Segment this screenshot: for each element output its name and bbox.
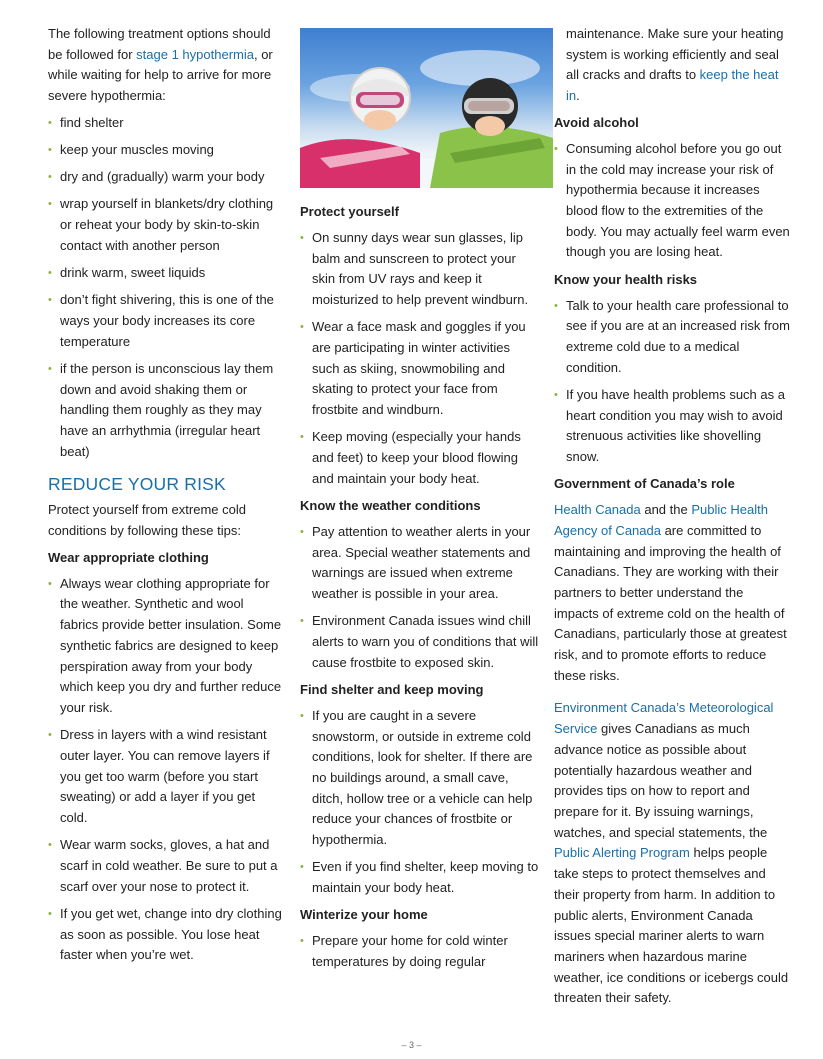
list-item: • On sunny days wear sun glasses, lip balm and sunscreen to protect your skin from UV rays and keep it moisturized to help prevent windburn. [300,228,540,311]
weather-heading: Know the weather conditions [300,497,481,513]
column-1 [48,24,282,972]
list-item: • Talk to your health care professional to see if you are at an increased risk from extreme cold due to a medical condition. [554,296,790,379]
paragraph-text: are committed to maintaining and improving the health of Canadians. They are working with their partners to better understand the impacts of extreme cold on the health of Canadians, particularly those at greatest risk, and to promote efforts to reduce these risks. [554,522,787,683]
list-item: • find shelter [48,113,282,134]
list-item: • Prepare your home for cold winter temperatures by doing regular [300,931,540,972]
weather-list [300,522,540,673]
protect-list [300,228,540,489]
list-item: • don’t fight shivering, this is one of the ways your body increases its core temperature [48,290,282,352]
public-health-agency-link[interactable]: Public Health Agency of Canada [554,502,768,538]
government-paragraph-2 [554,698,790,1009]
list-item: • drink warm, sweet liquids [48,263,282,284]
keep-heat-in-link[interactable]: keep the heat in [566,67,779,104]
home-heading: Winterize your home [300,907,428,923]
list-item: • Always wear clothing appropriate for the weather. Synthetic and wool fabrics provide better insulation. Some synthetic fabrics are designed to keep perspiration away from your body which keep you dry and further reduce your risk. [48,574,282,719]
shelter-list [300,706,540,899]
photo-illustration [300,28,553,188]
paragraph-text: and the [640,502,692,518]
list-item: • Even if you find shelter, keep moving to maintain your body heat. [300,857,540,898]
meteorological-service-link[interactable]: Environment Canada’s Meteorological Service [554,700,774,737]
paragraph-text: helps people take steps to protect themselves and their property from harm. In addition to public alerts, Environment Canada issues special mariner alerts to warn mariners when hazardous marine weather, ice conditions or icebergs could threaten their safety. [554,845,789,1006]
health-canada-link[interactable]: Health Canada [554,502,641,518]
paragraph-text: gives Canadians as much advance notice as possible about potentially hazardous weather and provides tips on how to report and prepare for it. By issuing warnings, watches, and special statements, the [554,721,768,840]
list-item: • Environment Canada issues wind chill alerts to warn you of conditions that will cause frostbite to exposed skin. [300,611,540,673]
clothing-heading: Wear appropriate clothing [48,549,209,565]
shelter-heading: Find shelter and keep moving [300,681,484,697]
list-item: • if the person is unconscious lay them down and avoid shaking them or handling them roughly as they may have an arrhythmia (irregular heart beat) [48,359,282,463]
section-intro: Protect yourself from extreme cold conditions by following these tips: [48,502,246,539]
home-continued [554,24,790,107]
section-title: REDUCE YOUR RISK [48,474,226,495]
list-item: • If you have health problems such as a heart condition you may wish to avoid strenuous activities like shovelling snow. [554,385,790,468]
list-item: • Consuming alcohol before you go out in the cold may increase your risk of hypothermia because it increases blood flow to the extremities of the body. You may actually feel warm even though you are losing heat. [554,139,790,263]
list-item: • Wear a face mask and goggles if you are participating in winter activities such as skiing, snowmobiling and skating to protect your face from frostbite and windburn. [300,317,540,421]
list-item: • Dress in layers with a wind resistant outer layer. You can remove layers if you get too warm (before you start sweating) or add a layer if you get cold. [48,725,282,829]
list-item: • Keep moving (especially your hands and feet) to keep your blood flowing and maintain your body heat. [300,427,540,489]
intro-text: The following treatment options should be followed for [48,26,271,62]
health-list [554,296,790,468]
alcohol-list [554,139,790,263]
list-item: • wrap yourself in blankets/dry clothing or reheat your body by skin-to-skin contact with another person [48,194,282,256]
list-item: • If you are caught in a severe snowstorm, or outside in extreme cold conditions, look for shelter. If there are no buildings around, a small cave, ditch, hollow tree or a vehicle can help reduce your chances of frostbite or hypothermia. [300,706,540,851]
column-3 [554,24,790,1015]
government-paragraph-1 [554,500,790,686]
treatment-intro [48,24,282,107]
stage-1-hypothermia-link[interactable]: stage 1 hypothermia [136,46,254,62]
alcohol-heading: Avoid alcohol [554,114,639,130]
list-item: • keep your muscles moving [48,140,282,161]
column-2 [300,28,540,979]
list-item: • Wear warm socks, gloves, a hat and scarf in cold weather. Be sure to put a scarf over your nose to protect it. [48,835,282,897]
treatment-list [48,113,282,463]
children-in-snow-photo [300,28,553,188]
list-item: • Pay attention to weather alerts in your area. Special weather statements and warnings are issued when extreme weather is possible in your area. [300,522,540,605]
list-item: • dry and (gradually) warm your body [48,167,282,188]
continued-text-end: . [576,88,580,104]
public-alerting-program-link[interactable]: Public Alerting Program [554,845,690,861]
government-heading: Government of Canada’s role [554,476,735,492]
page-number: – 3 – [401,1040,422,1050]
clothing-list [48,574,282,966]
health-heading: Know your health risks [554,271,698,287]
home-list [300,931,540,972]
intro-text-end: , or while waiting for help to arrive for more severe hypothermia: [48,46,273,104]
list-item: • If you get wet, change into dry clothing as soon as possible. You lose heat faster when you’re wet. [48,904,282,966]
protect-heading: Protect yourself [300,204,399,219]
continued-text: maintenance. Make sure your heating system is working efficiently and seal all cracks and drafts to [566,26,784,83]
